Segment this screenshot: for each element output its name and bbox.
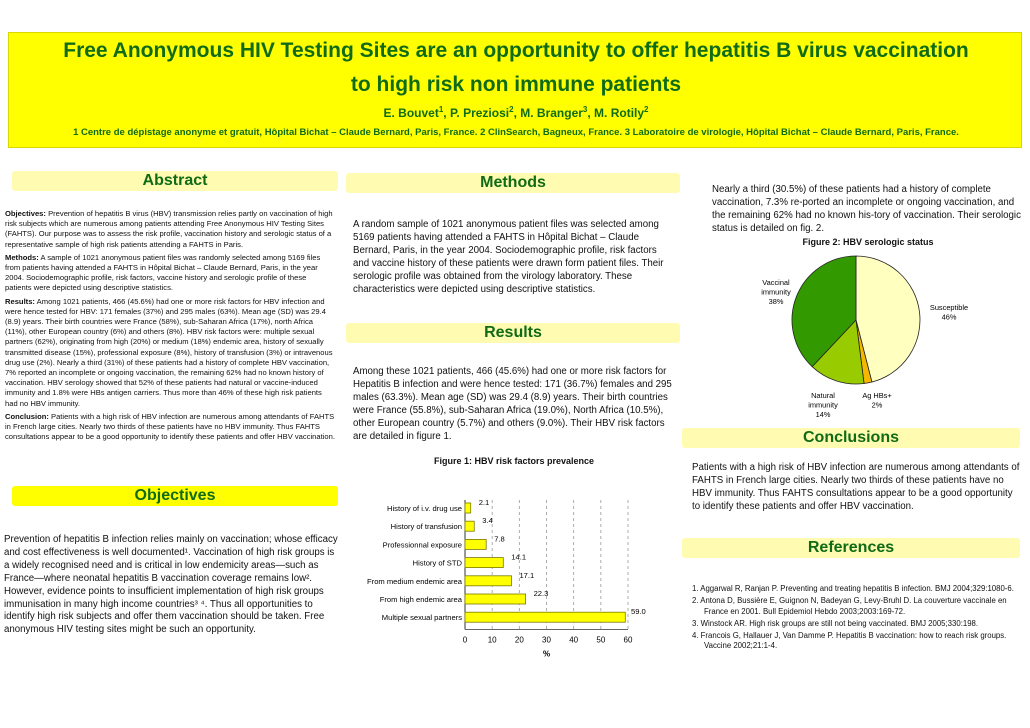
category-label: Multiple sexual partners: [381, 613, 462, 623]
abstract-methods: A sample of 1021 anonymous patient files was randomly selected among 5169 files from patients having attended a FAHTS in Hôpital Bichat – Claude Bernard, Paris, in the year 2004. Sociodemographic profile, risk factors, vaccine history and serologic profile of these patients were depicted using descriptive statistics.: [5, 252, 321, 293]
figure2-pie-chart: [712, 250, 1024, 426]
figure1-title: Figure 1: HBV risk factors prevalence: [433, 456, 595, 466]
author-sup: 2: [509, 105, 514, 114]
abstract-methods-label: Methods:: [5, 252, 39, 262]
x-tick-label: 10: [487, 635, 497, 645]
affiliations: 1 Centre de dépistage anonyme et gratuit, Hôpital Bichat – Claude Bernard, Paris, France. 2 ClinSearch, Bagneux, France. 3 Laboratoire de virologie, Hôpital Bichat – Claude Bernard, Paris, France.: [73, 127, 959, 138]
x-axis-label: %: [542, 649, 551, 659]
slice-label: Susceptible 46%: [929, 303, 969, 322]
category-label: From medium endemic area: [367, 576, 462, 586]
bar: [465, 594, 526, 604]
bar: [465, 521, 474, 531]
x-tick-label: 60: [623, 635, 633, 645]
reference-item: 1. Aggarwal R, Ranjan P. Preventing and treating hepatitis B infection. BMJ 2004;329:1080-6.: [692, 584, 1014, 593]
author-list: E. Bouvet$^1$, P. Preziosi$^2$, M. Branger$^3$, M. Rotily$^2$: [383, 105, 649, 120]
objectives-text: Prevention of hepatitis B infection relies mainly on vaccination; whose efficacy and cost effectiveness is well documented¹. Vaccination of high risk groups is a widely recognised need and is critical in low endemicity areas—such as France—where neonatal hepatitis B vaccination coverage remains low². However, evidence points to insufficient implementation of high risk groups immunisation in many high income countries³ ⁴. Thus all opportunities to identify high risk subjects and offer them vaccination should be taken. Free anonymous HIV testing sites might be such an opportunity.: [4, 534, 338, 636]
x-tick-label: 0: [462, 635, 468, 645]
data-label: 17.1: [519, 570, 535, 580]
category-label: History of STD: [412, 558, 462, 568]
figure1-bar-chart: [355, 494, 675, 662]
figure2-title: Figure 2: HBV serologic status: [802, 237, 934, 247]
methods-text: A random sample of 1021 anonymous patient files was selected among 5169 patients having attended a FAHTS in Hôpital Bichat – Claude Bernard, Paris, in the year 2004. Sociodemographic profile, risk factors and vaccine history of these patients were drawn form patient files. Their serologic profile was obtained from the virology laboratory. These characteristics were depicted using descriptive statistics.: [353, 219, 664, 295]
x-tick-label: 30: [542, 635, 551, 645]
abstract-objectives: Prevention of hepatitis B virus (HBV) transmission relies partly on vaccination of high risk subjects which are numerous among patients attending Free Anonymous HIV Testing Sites (FAHTS). Our purpose was to assess the risk profile, vaccination history and serologic status of a representative sample of high risk patients attending a FAHTS in Paris.: [5, 209, 333, 249]
references-heading: References: [682, 538, 1020, 558]
abstract-results-label: Results:: [5, 296, 35, 306]
category-label: History of i.v. drug use: [387, 504, 462, 513]
x-tick-label: 50: [596, 635, 606, 645]
reference-item: 4. Francois G, Hallauer J, Van Damme P. Hepatitis B vaccination: how to reach risk groups. Vaccine 2002;21:1-4.: [692, 631, 1007, 651]
results-heading: Results: [346, 323, 680, 343]
objectives-heading: Objectives: [12, 486, 338, 506]
author-sup: 2: [644, 105, 649, 114]
conclusions-text: Patients with a high risk of HBV infection are numerous among attendants of FAHTS in French large cities. Nearly two thirds of these patients have no HBV immunity. Thus FAHTS consultations appear to be a good opportunity to identify these patients and offer HBV vaccination.: [692, 462, 1020, 512]
category-label: History of transfusion: [390, 522, 462, 532]
author-sup: 3: [582, 105, 588, 114]
author: E. Bouvet: [383, 106, 439, 120]
data-label: 7.8: [494, 534, 505, 544]
data-label: 3.4: [482, 516, 493, 526]
data-label: 14.1: [511, 552, 527, 562]
bar: [465, 539, 486, 549]
author-sup: 1: [438, 105, 444, 114]
data-label: 59.0: [631, 607, 646, 617]
abstract-body: [5, 209, 335, 445]
abstract-objectives-label: Objectives:: [5, 209, 46, 218]
poster-title-line2: to high risk non immune patients: [350, 73, 682, 96]
abstract-conclusion: Patients with a high risk of HBV infection are numerous among attendants of FAHTS in French large cities. Nearly two thirds of these patients have no HBV immunity. Thus FAHTS consultations appear to be a good opportunity to identify these patients and offer HBV vaccination.: [5, 411, 335, 442]
bar: [465, 503, 471, 513]
author: M. Branger: [520, 106, 583, 120]
poster-title-line1: Free Anonymous HIV Testing Sites are an opportunity to offer hepatitis B virus vaccination: [63, 39, 969, 62]
category-label: Professionnal exposure: [382, 540, 462, 550]
slice-label: Vaccinal immunity 38%: [761, 278, 791, 306]
conclusions-heading: Conclusions: [682, 428, 1020, 448]
slice-label: Natural immunity 14%: [808, 391, 838, 419]
reference-item: 3. Winstock AR. High risk groups are still not being vaccinated. BMJ 2005;330:198.: [692, 618, 979, 628]
references-list: [692, 584, 1022, 654]
abstract-results: Among 1021 patients, 466 (45.6%) had one or more risk factors for HBV infection and were hence tested for HBV: 171 females (37%) and 295 males (63%). Mean age (SD) was 29.4 (8.9) years. Their birth countries were France (58%), sub-Saharan Africa (17%), north Africa (11%), other European country (6%) and others (8%). HBV risk factors were: multiple sexual partners (62%), originating from high (20%) or medium (18%) endemic area, history of sexually transmitted disease (15%), professional exposure (8%), history of transfusion (3%) or intravenous drug use (2%). Nearly a third (31%) of these patients had a history of complete HBV vaccination, 7% reported an incomplete or ongoing vaccination, the remaining 62% had no known history of vaccination. HBV serology showed that 52% of these patients had natural or vaccine-induced immunity and 1.8% were HBs antigen carriers. Thus more than 46% of these high risk patients had no HBV immunity.: [5, 296, 333, 408]
abstract-conclusion-label: Conclusion:: [5, 411, 49, 421]
methods-heading: Methods: [346, 173, 680, 193]
author: P. Preziosi: [449, 106, 510, 120]
abstract-heading: Abstract: [12, 171, 338, 191]
data-label: 22.3: [533, 589, 549, 598]
reference-item: 2. Antona D, Bussière E, Guignon N, Badeyan G, Levy-Bruhl D. La couverture vaccinale en France en 2001. Bull Epidemiol Hebdo 2003;2003:169-72.: [692, 596, 1007, 616]
x-tick-label: 20: [514, 635, 524, 645]
results-text: Among these 1021 patients, 466 (45.6%) had one or more risk factors for Hepatitis B infection and were hence tested: 171 (36.7%) females and 295 males (63.3%). Mean age (SD) was 29.4 (8.9) years. Their birth countries were France (55.8%), sub-Saharan Africa (19.0%), North Africa (10.5%), other European country (5.7%) and others (9.0%). Their HBV risk factors are detailed in figure 1.: [353, 366, 672, 442]
slice-label: Ag HBs+ 2%: [862, 391, 892, 410]
x-tick-label: 40: [569, 635, 579, 645]
bar: [465, 612, 625, 622]
results-right-text: Nearly a third (30.5%) of these patients had a history of complete vaccination, 7.3% re-ported an incomplete or ongoing vaccination, and the remaining 62% had no known his-tory of vaccination. Their serologic status is detailed on fig. 2.: [712, 184, 1021, 234]
data-label: 2.1: [478, 498, 490, 507]
poster-header: [8, 32, 1022, 148]
bar: [465, 576, 511, 586]
author: M. Rotily: [594, 106, 645, 120]
category-label: From high endemic area: [379, 595, 462, 604]
bar: [465, 558, 503, 568]
